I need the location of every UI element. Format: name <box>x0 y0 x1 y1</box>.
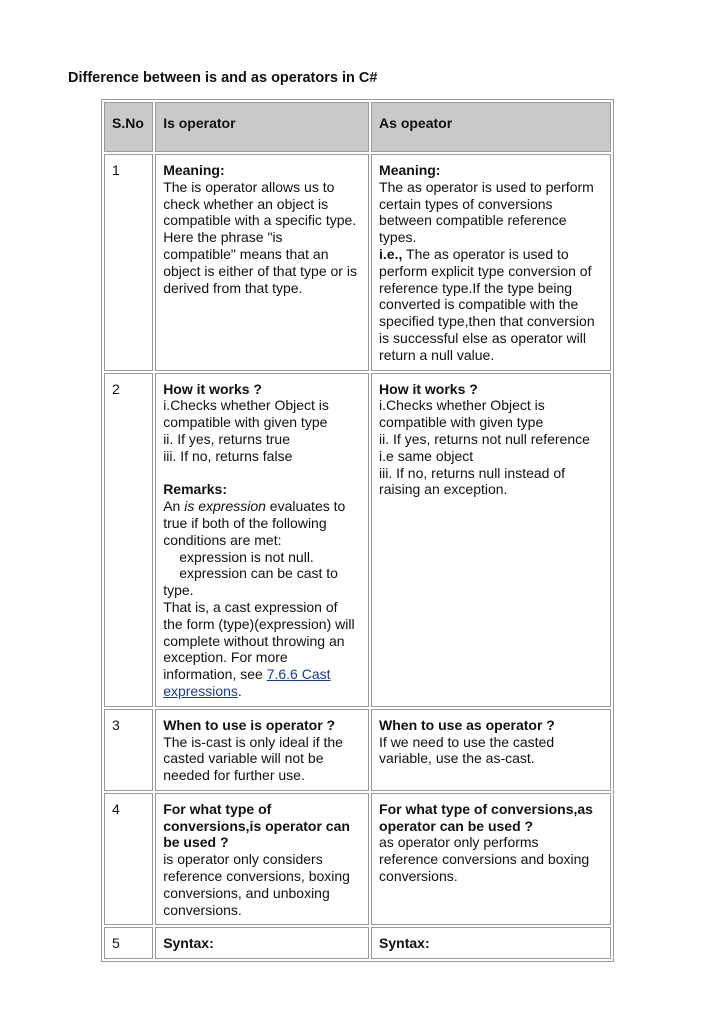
cell-heading: How it works ? <box>379 380 478 397</box>
cell-line: reference conversions and boxing <box>379 851 590 868</box>
cell-line: certain types of conversions <box>379 195 553 212</box>
is-cell <box>155 154 369 371</box>
remarks-heading: Remarks: <box>163 481 228 498</box>
cell-line: reference type.If the type being <box>379 279 573 296</box>
cell-line: specified type,then that conversion <box>379 313 595 330</box>
cell-line: compatible" means that an <box>163 245 329 262</box>
row-number: 4 <box>104 793 153 926</box>
cell-line: variable, use the as-cast. <box>379 750 535 767</box>
cell-line: casted variable will not be <box>163 750 324 767</box>
comparison-table <box>101 99 614 962</box>
cell-line: complete without throwing an <box>163 632 345 649</box>
cast-expressions-link[interactable]: 7.6.6 Cast <box>266 666 331 683</box>
table-header-row <box>104 102 611 152</box>
cell-line <box>163 683 363 700</box>
cell-heading: Syntax: <box>163 935 214 952</box>
cell-line: perform explicit type conversion of <box>379 262 592 279</box>
cell-line: is operator only considers <box>163 851 323 868</box>
cell-line: The is-cast is only ideal if the <box>163 733 343 750</box>
cell-line: raising an exception. <box>379 481 508 498</box>
as-cell <box>371 793 611 926</box>
cell-line: conversions. <box>379 868 458 885</box>
cell-heading: How it works ? <box>163 380 262 397</box>
table-row <box>104 709 611 791</box>
cell-heading: Syntax: <box>379 935 430 952</box>
cell-line: compatible with given type <box>379 414 544 431</box>
cell-line: check whether an object is <box>163 195 329 212</box>
cell-line: The as operator is used to perform <box>379 178 594 195</box>
is-cell <box>155 709 369 791</box>
cell-line: If we need to use the casted <box>379 733 555 750</box>
cell-line: reference conversions, boxing <box>163 868 350 885</box>
link-period: . <box>237 682 242 699</box>
cell-line: iii. If no, returns null instead of <box>379 464 566 481</box>
as-cell <box>371 154 611 371</box>
table-row <box>104 793 611 926</box>
cell-line: types. <box>379 229 417 246</box>
as-cell <box>371 927 611 959</box>
cell-heading: When to use is operator ? <box>163 716 336 733</box>
cell-line: compatible with a specific type. <box>163 212 357 229</box>
row-number: 1 <box>104 154 153 371</box>
cell-line: compatible with given type <box>163 414 328 431</box>
remarks-pre: An <box>163 498 185 515</box>
cell-heading: Meaning: <box>379 162 441 178</box>
cell-line: as operator only performs <box>379 834 539 851</box>
header-sno: S.No <box>104 102 153 152</box>
cell-line: exception. For more <box>163 649 288 666</box>
cell-line <box>163 666 363 683</box>
cell-line: converted is compatible with the <box>379 296 579 313</box>
ie-label: i.e., <box>379 245 403 262</box>
cell-line: object is either of that type or is <box>163 262 357 279</box>
table-row <box>104 373 611 707</box>
cell-heading: When to use as operator ? <box>379 716 555 733</box>
condition-item: expression is not null. <box>179 548 314 565</box>
ie-text: The as operator is used to <box>402 245 569 262</box>
cast-expressions-link-cont[interactable]: expressions <box>163 682 238 699</box>
header-as-operator: As opeator <box>371 102 611 152</box>
cell-line: true if both of the following <box>163 514 327 531</box>
cell-line: The is operator allows us to <box>163 178 335 195</box>
is-cell <box>155 927 369 959</box>
row-number: 5 <box>104 927 153 959</box>
cell-line: the form (type)(expression) will <box>163 615 355 632</box>
info-pre: information, see <box>163 666 267 683</box>
as-cell <box>371 373 611 707</box>
cell-line: conditions are met: <box>163 531 282 548</box>
cell-heading: For what type of <box>163 800 272 817</box>
cell-line: is successful else as operator will <box>379 329 587 346</box>
cell-line: i.Checks whether Object is <box>163 397 329 414</box>
row-number: 3 <box>104 709 153 791</box>
remarks-post: evaluates to <box>265 498 346 515</box>
cell-line: Here the phrase "is <box>163 229 283 246</box>
table-row <box>104 927 611 959</box>
blank-line <box>163 465 363 482</box>
cell-heading: For what type of conversions,as <box>379 800 593 817</box>
cell-heading: be used ? <box>163 834 229 851</box>
cell-line: needed for further use. <box>163 767 305 784</box>
cell-line <box>163 498 363 515</box>
cell-line: i.Checks whether Object is <box>379 397 545 414</box>
is-cell <box>155 793 369 926</box>
cell-line: conversions. <box>163 901 242 918</box>
cell-line: ii. If yes, returns not null reference <box>379 430 590 447</box>
remarks-emphasis: is expression <box>184 498 266 515</box>
cell-line: ii. If yes, returns true <box>163 430 291 447</box>
cell-heading: operator can be used ? <box>379 817 534 834</box>
table-row <box>104 154 611 371</box>
is-cell <box>155 373 369 707</box>
cell-line: between compatible reference <box>379 212 567 229</box>
as-cell <box>371 709 611 791</box>
cell-line: i.e same object <box>379 447 474 464</box>
cell-line: iii. If no, returns false <box>163 447 293 464</box>
header-is-operator: Is operator <box>155 102 369 152</box>
row-number: 2 <box>104 373 153 707</box>
cell-line: type. <box>163 582 194 599</box>
document-title: Difference between is and as operators in C# <box>68 70 378 86</box>
cell-line: conversions, and unboxing <box>163 884 330 901</box>
cell-heading: Meaning: <box>163 162 225 178</box>
cell-line <box>379 246 605 263</box>
cell-heading: conversions,is operator can <box>163 817 350 834</box>
cell-line: return a null value. <box>379 346 495 363</box>
cell-line: derived from that type. <box>163 279 303 296</box>
condition-item: expression can be cast to <box>179 565 338 582</box>
cell-line: That is, a cast expression of <box>163 598 338 615</box>
